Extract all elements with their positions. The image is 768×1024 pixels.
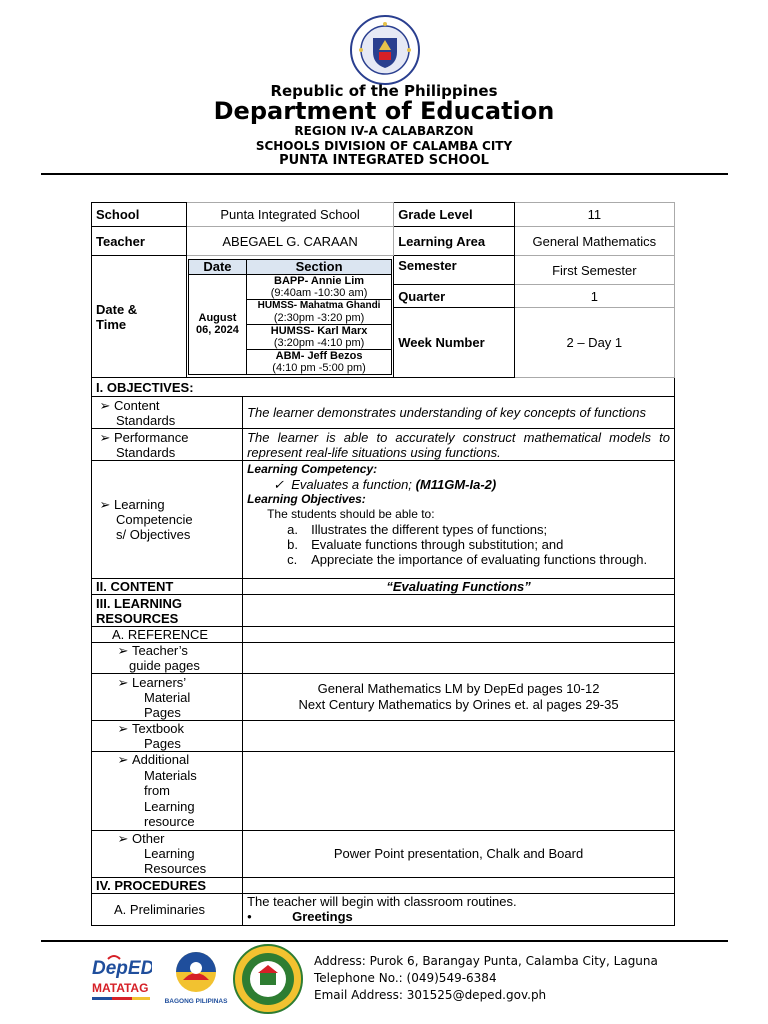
section-name: HUMSS- Mahatma Ghandi bbox=[257, 299, 381, 311]
arrow-bullet-icon: ➢ bbox=[99, 397, 111, 413]
objectives-title: I. OBJECTIVES: bbox=[92, 378, 675, 397]
section-name: BAPP- Annie Lim bbox=[274, 274, 365, 287]
section-time: (9:40am -10:30 am) bbox=[270, 286, 368, 299]
objectives-heading: Learning Objectives: bbox=[247, 492, 366, 506]
performance-standards-text: The learner is able to accurately construct mathematical models to represent real-life situations using functions. bbox=[243, 429, 675, 461]
grade-level-value: 11 bbox=[514, 203, 674, 227]
other-resources-row bbox=[92, 830, 675, 877]
section-time: (4:10 pm -5:00 pm) bbox=[272, 361, 366, 374]
bagong-pilipinas-text: BAGONG PILIPINAS bbox=[164, 998, 228, 1005]
quarter-value: 1 bbox=[514, 285, 674, 308]
preliminaries-bullet: Greetings bbox=[292, 909, 353, 924]
week-number-value: 2 – Day 1 bbox=[514, 308, 674, 378]
learning-resources-title-line2: RESOURCES bbox=[96, 610, 179, 626]
school-label: School bbox=[92, 203, 187, 227]
arrow-bullet-icon: ➢ bbox=[99, 429, 111, 445]
learning-resources-row bbox=[92, 595, 675, 627]
teacher-label: Teacher bbox=[92, 227, 187, 256]
section-column-header: Section bbox=[246, 259, 391, 274]
reference-row bbox=[92, 627, 675, 643]
objective-text: Illustrates the different types of functions; bbox=[311, 522, 548, 537]
learning-resources-title-line1: III. LEARNING bbox=[96, 595, 182, 611]
performance-standards-label-line2: Standards bbox=[116, 444, 176, 460]
objective-text: Appreciate the importance of evaluating functions through. bbox=[311, 552, 648, 567]
teacher-row bbox=[92, 227, 675, 256]
learning-competencies-label bbox=[92, 461, 243, 579]
deped-seal bbox=[349, 14, 421, 86]
deped-matatag-logo bbox=[92, 952, 152, 1004]
textbook-row bbox=[92, 721, 675, 752]
other-resources-value: Power Point presentation, Chalk and Board bbox=[243, 830, 675, 877]
learning-area-value: General Mathematics bbox=[514, 227, 674, 256]
section-entry bbox=[246, 324, 391, 349]
section-entry bbox=[246, 349, 391, 374]
week-number-label: Week Number bbox=[394, 308, 514, 378]
textbook-label-line1: Textbook bbox=[132, 721, 185, 736]
schedule-date-line1: August bbox=[198, 312, 237, 324]
reference-value bbox=[243, 627, 675, 643]
schedule-date-line2: 06, 2024 bbox=[196, 324, 239, 336]
republic-line: Republic of the Philippines bbox=[270, 82, 498, 100]
learning-competencies-label-line2: Competencie bbox=[116, 512, 193, 527]
additional-materials-value bbox=[243, 752, 675, 831]
header-divider bbox=[41, 173, 728, 175]
division-line: SCHOOLS DIVISION OF CALAMBA CITY bbox=[255, 139, 513, 153]
semester-label: Semester bbox=[394, 256, 514, 285]
additional-materials-label-line5: resource bbox=[144, 814, 195, 829]
teachers-guide-value bbox=[243, 643, 675, 674]
learners-material-row bbox=[92, 674, 675, 721]
additional-materials-label bbox=[92, 752, 243, 831]
arrow-bullet-icon: ➢ bbox=[117, 643, 129, 658]
content-value: “Evaluating Functions” bbox=[243, 579, 675, 595]
additional-materials-label-line3: from bbox=[144, 783, 170, 798]
learners-material-label-line3: Pages bbox=[144, 704, 181, 720]
performance-standards-label-line1: Performance bbox=[114, 429, 189, 445]
learning-competencies-label-line3: s/ Objectives bbox=[116, 527, 191, 542]
teachers-guide-label-line2: guide pages bbox=[129, 658, 200, 673]
school-name-line: PUNTA INTEGRATED SCHOOL bbox=[279, 153, 489, 168]
procedures-title: IV. PROCEDURES bbox=[92, 877, 243, 893]
learning-competencies-label-line1: Learning bbox=[114, 497, 165, 512]
objective-text: Evaluate functions through substitution; and bbox=[311, 537, 564, 552]
arrow-bullet-icon: ➢ bbox=[117, 831, 129, 846]
objective-letter: a. bbox=[287, 522, 298, 537]
textbook-label bbox=[92, 721, 243, 752]
preliminaries-text: The teacher will begin with classroom routines. bbox=[247, 894, 517, 909]
date-time-label-line1: Date & bbox=[96, 301, 138, 317]
preliminaries-row bbox=[92, 893, 675, 925]
footer-divider bbox=[41, 940, 728, 942]
content-title: II. CONTENT bbox=[92, 579, 243, 595]
learning-area-label: Learning Area bbox=[394, 227, 514, 256]
textbook-label-line2: Pages bbox=[144, 736, 181, 751]
region-line: REGION IV-A CALABARZON bbox=[294, 124, 474, 138]
teachers-guide-label-line1: Teacher’s bbox=[132, 643, 188, 658]
department-title: Department of Education bbox=[213, 97, 555, 125]
additional-materials-row bbox=[92, 752, 675, 831]
footer-address: Address: Purok 6, Barangay Punta, Calamba City, Laguna bbox=[314, 954, 658, 968]
objectives-row bbox=[92, 378, 675, 397]
learners-material-label-line2: Material bbox=[144, 689, 191, 705]
learners-material-value-line1: General Mathematics LM by DepEd pages 10-12 bbox=[317, 681, 600, 696]
competency-item bbox=[247, 477, 670, 492]
content-row bbox=[92, 579, 675, 595]
school-seal-logo bbox=[233, 944, 303, 1014]
date-time-label-line2: Time bbox=[96, 316, 127, 332]
matatag-wordmark: MATATAG bbox=[92, 981, 149, 995]
section-time: (2:30pm -3:20 pm) bbox=[273, 311, 365, 324]
preliminaries-content bbox=[243, 893, 675, 925]
competency-text: Evaluates a function; bbox=[291, 477, 412, 492]
date-time-label bbox=[92, 256, 187, 378]
footer-email: Email Address: 301525@deped.gov.ph bbox=[314, 988, 547, 1002]
teachers-guide-label bbox=[92, 643, 243, 674]
semester-value: First Semester bbox=[514, 256, 674, 285]
learning-competencies-content bbox=[243, 461, 675, 579]
arrow-bullet-icon: ➢ bbox=[117, 752, 129, 767]
learners-material-value-line2: Next Century Mathematics by Orines et. al pages 29-35 bbox=[298, 697, 619, 712]
learning-resources-title bbox=[92, 595, 243, 627]
content-standards-row bbox=[92, 397, 675, 429]
objectives-intro: The students should be able to: bbox=[267, 507, 435, 521]
arrow-bullet-icon: ➢ bbox=[117, 721, 129, 736]
preliminaries-label: A. Preliminaries bbox=[92, 893, 243, 925]
other-resources-label-line2: Learning bbox=[144, 846, 195, 861]
section-entry bbox=[246, 299, 391, 324]
content-standards-text: The learner demonstrates understanding of key concepts of functions bbox=[243, 397, 675, 429]
arrow-bullet-icon: ➢ bbox=[117, 674, 129, 690]
other-resources-label-line3: Resources bbox=[144, 861, 207, 876]
performance-standards-row bbox=[92, 429, 675, 461]
competency-code: (M11GM-Ia-2) bbox=[415, 477, 497, 492]
lesson-plan-table bbox=[91, 202, 675, 926]
schedule-cell bbox=[186, 256, 393, 378]
learners-material-label bbox=[92, 674, 243, 721]
semester-row bbox=[92, 256, 675, 285]
quarter-label: Quarter bbox=[394, 285, 514, 308]
objective-letter: c. bbox=[287, 552, 298, 567]
schedule-table bbox=[188, 259, 392, 375]
school-row bbox=[92, 203, 675, 227]
section-time: (3:20pm -4:10 pm) bbox=[273, 336, 365, 349]
other-resources-label bbox=[92, 830, 243, 877]
section-entry bbox=[246, 274, 391, 299]
learning-competencies-row bbox=[92, 461, 675, 579]
learning-resources-value bbox=[243, 595, 675, 627]
learners-material-label-line1: Learners’ bbox=[132, 674, 187, 690]
teachers-guide-row bbox=[92, 643, 675, 674]
deped-wordmark: DepED bbox=[92, 958, 152, 979]
date-column-header: Date bbox=[188, 259, 246, 274]
procedures-value bbox=[243, 877, 675, 893]
bagong-pilipinas-logo bbox=[163, 950, 229, 1006]
performance-standards-label bbox=[92, 429, 243, 461]
reference-label: A. REFERENCE bbox=[92, 627, 243, 643]
section-name: HUMSS- Karl Marx bbox=[270, 324, 368, 337]
content-standards-label-line2: Standards bbox=[116, 412, 176, 428]
objective-item bbox=[247, 522, 670, 537]
textbook-value bbox=[243, 721, 675, 752]
content-standards-label-line1: Content bbox=[114, 397, 160, 413]
content-standards-label bbox=[92, 397, 243, 429]
additional-materials-label-line4: Learning bbox=[144, 798, 195, 814]
additional-materials-label-line2: Materials bbox=[144, 767, 197, 783]
check-icon: ✓ bbox=[273, 477, 284, 492]
section-name: ABM- Jeff Bezos bbox=[275, 349, 363, 362]
arrow-bullet-icon: ➢ bbox=[99, 497, 111, 512]
footer-contact bbox=[314, 953, 658, 1004]
bullet-icon: • bbox=[247, 909, 252, 924]
procedures-row bbox=[92, 877, 675, 893]
competency-heading: Learning Competency: bbox=[247, 462, 378, 476]
objective-item bbox=[247, 552, 670, 567]
learners-material-value bbox=[243, 674, 675, 721]
other-resources-label-line1: Other bbox=[132, 831, 165, 846]
footer-telephone: Telephone No.: (049)549-6384 bbox=[314, 971, 497, 985]
grade-level-label: Grade Level bbox=[394, 203, 514, 227]
school-value: Punta Integrated School bbox=[186, 203, 393, 227]
objective-letter: b. bbox=[287, 537, 298, 552]
schedule-date bbox=[188, 274, 246, 374]
teacher-value: ABEGAEL G. CARAAN bbox=[186, 227, 393, 256]
objective-item bbox=[247, 537, 670, 552]
additional-materials-label-line1: Additional bbox=[132, 752, 190, 767]
